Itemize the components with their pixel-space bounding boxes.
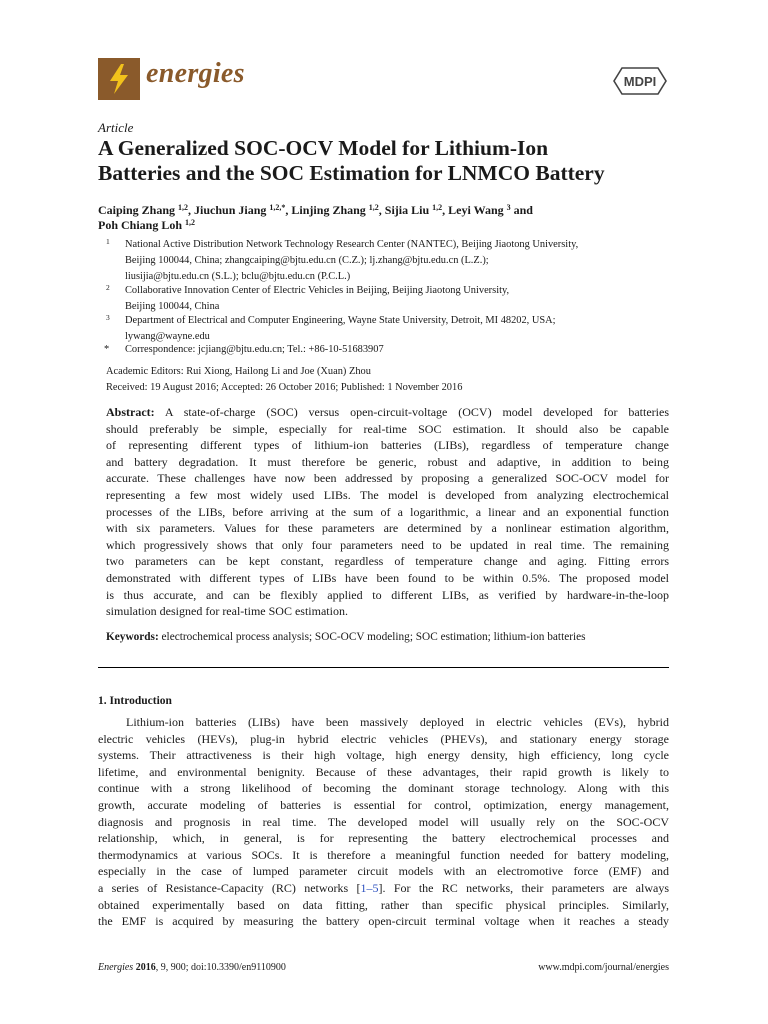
publisher-logo-text: MDPI <box>623 74 657 89</box>
affiliation-line: National Active Distribution Network Technology Research Center (NANTEC), Beijing Jiaotong University, <box>125 239 579 250</box>
abstract-label: Abstract: <box>106 405 155 419</box>
affiliation-marker: 1,2 <box>178 203 189 212</box>
abstract-line: and battery degradation. It must therefore be generic, robust and adaptive, in addition to being <box>106 454 669 469</box>
affiliation-line: Beijing 100044, China <box>125 301 220 312</box>
keywords <box>106 631 586 643</box>
abstract-line: accurate. These challenges have now been addressed by proposing a generalized SOC-OCV model for <box>106 471 669 486</box>
author-conjunction: and <box>513 203 533 217</box>
footer-url[interactable]: www.mdpi.com/journal/energies <box>538 962 669 973</box>
body-line: growth, accurate modeling of batteries is essential for control, optimization, energy management, <box>98 797 669 812</box>
publication-info <box>106 364 462 396</box>
affiliation-marker: 1,2 <box>185 218 196 227</box>
abstract-line: two parameters can be kept constant, regardless of temperature change and aging. Fitting errors <box>106 554 669 569</box>
correspondence-symbol: * <box>104 344 110 355</box>
lightning-bolt-icon <box>98 58 140 100</box>
author-name: Sijia Liu <box>384 203 430 217</box>
footer-citation <box>98 962 286 973</box>
affiliation-marker: 1,2 <box>368 203 379 212</box>
affiliation-marker: 1,2 <box>432 203 443 212</box>
abstract-line: which progressively shows that only four parameters need to be updated in real time. The remaining <box>106 537 669 552</box>
correspondence-text: Correspondence: jcjiang@bjtu.edu.cn; Tel.: +86-10-51683907 <box>125 344 384 355</box>
title-line: Batteries and the SOC Estimation for LNMCO Battery <box>98 161 605 185</box>
affiliation-marker: 1,2,* <box>269 203 286 212</box>
academic-editors: Academic Editors: Rui Xiong, Hailong Li and Joe (Xuan) Zhou <box>106 366 371 377</box>
affiliation-1 <box>98 237 678 285</box>
abstract-line: processes of the LIBs, before arriving at the sum of a logarithmic, a linear and an exponential function <box>106 504 669 519</box>
abstract-line: is thus accurate, and can be flexibly applied to different LIBs, as verified by hardware-in-the-loop <box>106 587 669 602</box>
footer-year: 2016 <box>135 962 156 973</box>
correspondence <box>104 344 384 355</box>
abstract-line: representing a few most widely used LIBs. The model is developed from analyzing electrochemical <box>106 487 669 502</box>
affiliation-line: Collaborative Innovation Center of Electric Vehicles in Beijing, Beijing Jiaotong University, <box>125 285 510 296</box>
journal-logo <box>98 58 140 100</box>
article-type: Article <box>98 120 134 135</box>
paper-title <box>98 136 698 186</box>
body-line: relationship, which, in general, is for representing the battery electrochemical processes and <box>98 831 669 846</box>
publisher-logo <box>612 66 668 96</box>
body-line: thermodynamics at various SOCs. It is therefore a meaningful function needed for battery modeling, <box>98 847 669 862</box>
author-name: Linjing Zhang <box>291 203 366 217</box>
body-line: especially in the case of lumped parameter circuit models with an electromotive force (EMF) and <box>98 864 669 879</box>
body-line: a series of Resistance-Capacity (RC) networks [1–5]. For the RC networks, their parameters are always <box>98 880 669 895</box>
abstract-line: Abstract: A state-of-charge (SOC) versus open-circuit-voltage (OCV) model developed for batteries <box>106 405 669 419</box>
author-name: Leyi Wang <box>448 203 504 217</box>
body-line: diagnosis and prognosis in real time. The developed model will usually rely on the SOC-OCV <box>98 814 669 829</box>
introduction-body <box>98 714 669 930</box>
body-line: Lithium-ion batteries (LIBs) have been massively deployed in electric vehicles (EVs), hybrid <box>126 715 669 729</box>
footer-doi: , 9, 900; doi:10.3390/en9110900 <box>155 962 286 973</box>
affiliation-line: Beijing 100044, China; zhangcaiping@bjtu.edu.cn (C.Z.); lj.zhang@bjtu.edu.cn (L.Z.); <box>125 255 489 266</box>
abstract-line: demonstrated with different types of LIBs have been found to be within 0.5%. The proposed model <box>106 570 669 585</box>
author-name: Jiuchun Jiang <box>194 203 267 217</box>
title-line: A Generalized SOC-OCV Model for Lithium-Ion <box>98 136 549 160</box>
affiliation-number: 3 <box>106 313 110 322</box>
section-heading: 1. Introduction <box>98 695 172 707</box>
abstract-line: with six parameters. Values for these parameters are determined by a nonlinear estimation algorithm, <box>106 521 669 536</box>
abstract <box>106 404 669 620</box>
author-name: Poh Chiang Loh <box>98 218 183 232</box>
affiliation-line: lywang@wayne.edu <box>125 331 210 342</box>
footer-journal: Energies <box>98 962 134 973</box>
affiliation-marker: 3 <box>506 203 511 212</box>
abstract-line: should preferably be simple, especially for real-time SOC estimation. It should also be capable <box>106 421 669 436</box>
citation-link[interactable]: 1–5 <box>360 880 379 895</box>
affiliation-line: liusijia@bjtu.edu.cn (S.L.); bclu@bjtu.edu.cn (P.C.L.) <box>125 271 351 282</box>
body-line: the EMF is acquired by measuring the battery open-circuit terminal voltage when it reaches a steady <box>98 914 669 929</box>
body-line: lifetime, and environmental benignity. Because of these advantages, their rapid growth is likely to <box>98 764 669 779</box>
body-line: electric vehicles (HEVs), plug-in hybrid electric vehicles (PHEVs), and stationary energy storage <box>98 731 669 746</box>
journal-name: energies <box>146 58 245 89</box>
affiliation-2 <box>98 283 678 315</box>
affiliation-3 <box>98 313 678 345</box>
affiliation-number: 1 <box>106 237 110 246</box>
body-line: systems. Their attractiveness is their high voltage, high energy density, high efficiency, long cycle <box>98 748 669 763</box>
abstract-line: simulation designed for real-time SOC estimation. <box>106 604 348 619</box>
keywords-label: Keywords: <box>106 631 159 643</box>
body-line: obtained experimentally based on data fitting, rather than specific physical principles. Similarly, <box>98 897 669 912</box>
author-name: Caiping Zhang <box>98 203 176 217</box>
affiliation-line: Department of Electrical and Computer Engineering, Wayne State University, Detroit, MI 48202, USA; <box>125 315 556 326</box>
author-list: Caiping Zhang $^{1,2}$, Jiuchun Jiang $^{1,2,*}$, Linjing Zhang $^{1,2}$, Sijia Liu $^{1,2}$, Leyi Wang $^3$ and Poh Chiang Loh $^{1,2}$ <box>98 203 533 232</box>
abstract-line: of representing different types of lithium-ion batteries (LIBs), regardless of temperature change <box>106 438 669 453</box>
publication-dates: Received: 19 August 2016; Accepted: 26 October 2016; Published: 1 November 2016 <box>106 382 463 393</box>
body-line: continue with a strong likelihood of becoming the dominant storage technology. Along with this <box>98 781 669 796</box>
keywords-text: electrochemical process analysis; SOC-OCV modeling; SOC estimation; lithium-ion batteries <box>161 631 586 643</box>
section-divider <box>98 667 669 668</box>
affiliation-number: 2 <box>106 283 110 292</box>
